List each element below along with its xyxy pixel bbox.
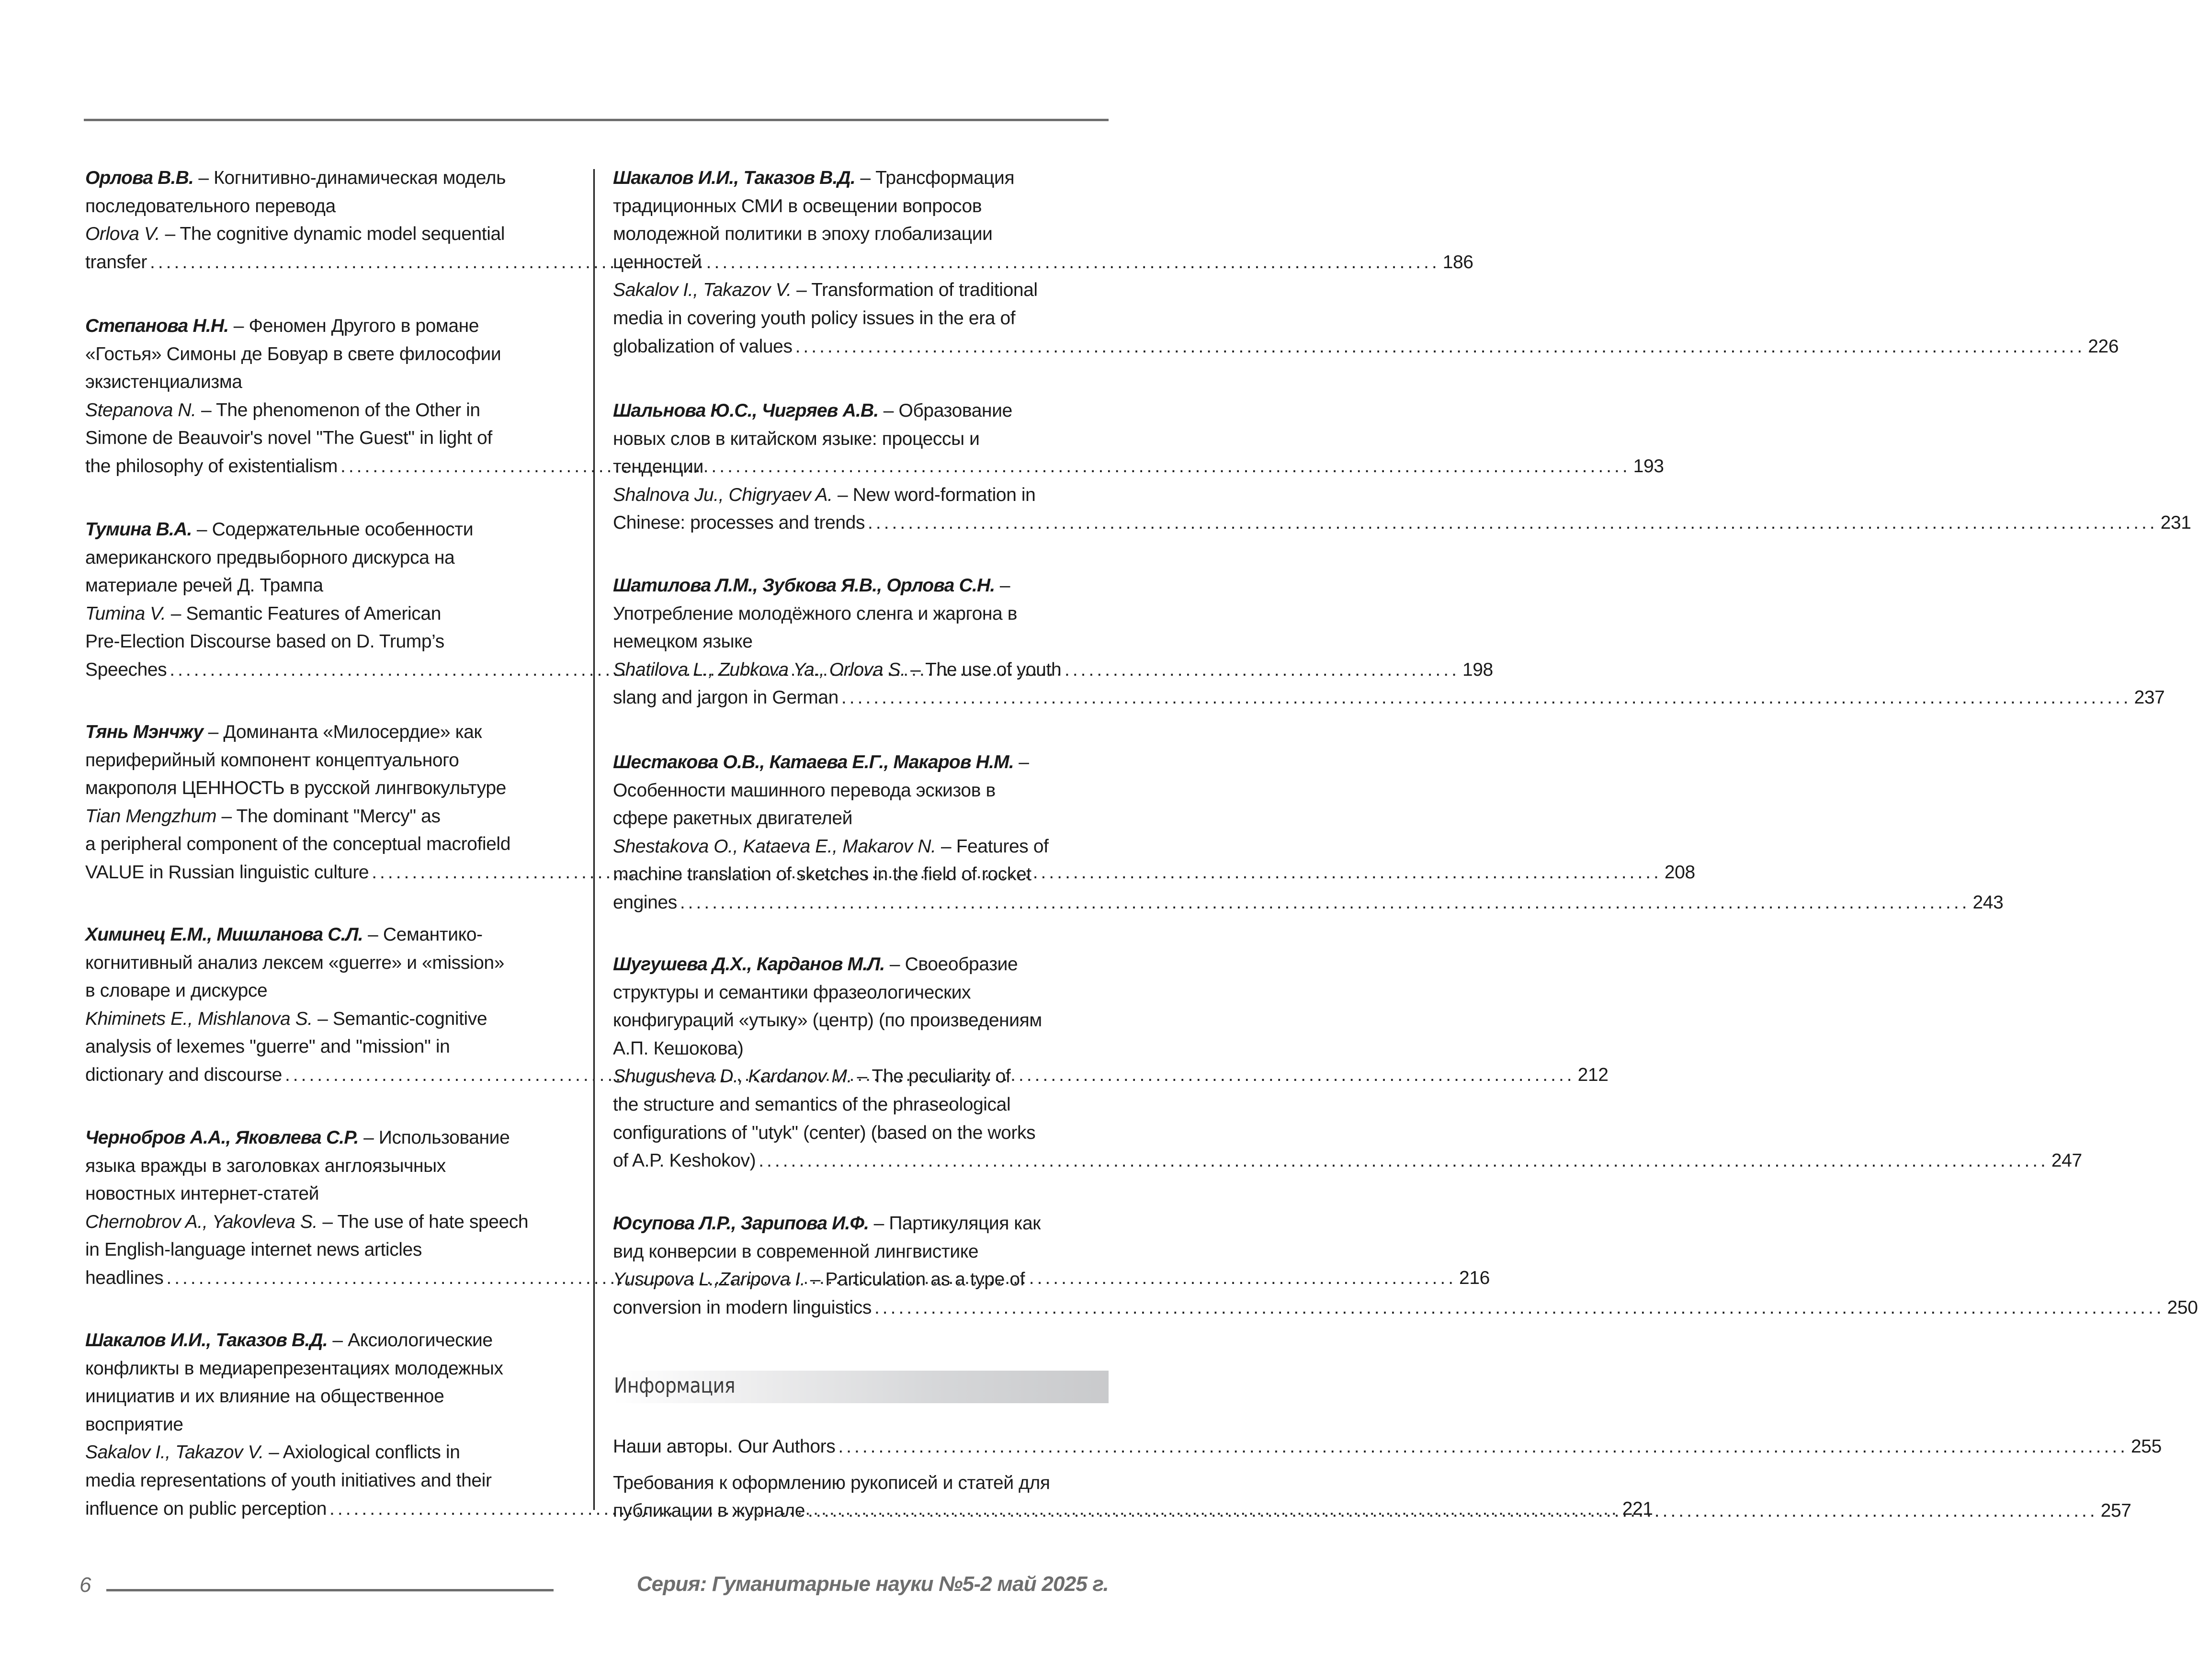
page-ref: 237 [2134, 687, 2165, 708]
entry-line [613, 628, 1109, 656]
entry-title-end: headlines [85, 1267, 164, 1288]
entry-line [85, 628, 580, 656]
entry-line [85, 600, 580, 628]
title-en: – Particulation as a type of [805, 1269, 1025, 1290]
entry-title-end: the philosophy of existentialism [85, 455, 338, 477]
title-ru: – Использование [358, 1127, 510, 1148]
title-ru: новых слов в китайском языке: процессы и [613, 428, 980, 449]
entry-line [85, 1411, 580, 1439]
dot-leader [868, 512, 2158, 533]
entry-line [613, 656, 1109, 684]
entry-line [85, 341, 580, 369]
title-en: – The peculiarity of [852, 1066, 1011, 1087]
authors-en: Khiminets E., Mishlanova S. [85, 1008, 313, 1029]
authors-en: Shestakova O., Kataeva E., Makarov N. [613, 836, 936, 857]
dot-leader [759, 1150, 2049, 1171]
toc-link-line[interactable] [613, 1147, 2082, 1175]
title-en: – The cognitive dynamic model sequential [160, 224, 505, 245]
entry-line [613, 1266, 1109, 1294]
entry-line [613, 249, 1109, 277]
entry-line [85, 368, 580, 397]
entry-title-end: transfer [85, 251, 147, 272]
authors-en: Shatilova L., Zubkova Ya., Orlova S. [613, 659, 906, 680]
page-ref: 255 [2131, 1436, 2162, 1457]
entry-line [85, 424, 580, 453]
entry-line [613, 805, 1109, 833]
authors-ru: Шатилова Л.М., Зубкова Я.В., Орлова С.Н. [613, 575, 995, 596]
entry-line [85, 1033, 580, 1061]
entry-line [613, 1210, 1109, 1238]
authors-ru: Шальнова Ю.С., Чигряев А.В. [613, 400, 879, 421]
info-section-header [613, 1371, 1109, 1403]
toc-link-line[interactable] [613, 509, 2191, 537]
entry-line [613, 749, 1109, 777]
page-ref: 221 [1622, 1498, 1653, 1519]
entry-line [85, 1236, 580, 1264]
page-ref: 216 [1459, 1267, 1490, 1288]
entry-line [613, 276, 1109, 305]
title-ru: молодежной политики в эпоху глобализации [613, 224, 993, 245]
page-ref: 247 [2051, 1150, 2082, 1171]
title-ru: периферийный компонент концептуального [85, 749, 459, 771]
title-ru: – Содержательные особенности [192, 519, 474, 540]
entry-line [613, 481, 1109, 510]
entry-line [613, 777, 1109, 805]
title-ru: языка вражды в заголовках англоязычных [85, 1155, 446, 1176]
title-ru: когнитивный анализ лексем «guerre» и «mission» [85, 952, 505, 973]
title-en: – Semantic-cognitive [312, 1008, 487, 1029]
authors-ru: Орлова В.В. [85, 168, 193, 188]
toc-link-line[interactable] [613, 333, 2119, 361]
info-section-title: Информация [614, 1374, 736, 1398]
entry-line [85, 747, 580, 775]
authors-en: Shalnova Ju., Chigryaev A. [613, 484, 833, 505]
title-en: – New word-formation in [832, 484, 1036, 505]
dot-leader [680, 892, 1970, 913]
entry-line [613, 193, 1109, 221]
title-ru: – Образование [878, 400, 1012, 421]
title-ru: – [995, 575, 1010, 596]
entry-title-end: Speeches [85, 659, 167, 680]
title-ru: инициатив и их влияние на общественное [85, 1386, 444, 1407]
authors-ru: Шакалов И.И., Таказов В.Д. [613, 168, 855, 188]
authors-ru: Чернобров А.А., Яковлева С.Р. [85, 1127, 359, 1148]
title-ru: – Трансформация [855, 168, 1015, 188]
title-en: – The phenomenon of the Other in [196, 399, 480, 420]
entry-line [613, 1238, 1109, 1266]
entry-line [613, 305, 1109, 333]
entry-line [85, 949, 580, 977]
authors-en: Tumina V. [85, 603, 166, 624]
series-title: Серия: Гуманитарные науки №5-2 май 2025 г. [636, 1572, 1109, 1596]
title-en: – Features of [936, 836, 1049, 857]
title-ru: – Аксиологические [327, 1330, 493, 1351]
title-en: in English-language internet news articles [85, 1239, 422, 1260]
entry-line [613, 572, 1109, 600]
entry-line [613, 453, 1109, 481]
title-ru: конфликты в медиарепрезентациях молодежных [85, 1358, 503, 1379]
page-ref: 250 [2167, 1297, 2198, 1318]
title-en: analysis of lexemes "guerre" and "mission" in [85, 1036, 450, 1057]
dot-leader [808, 1500, 2098, 1521]
title-ru: восприятие [85, 1414, 183, 1435]
entry-line [85, 1467, 580, 1495]
entry-line [85, 921, 580, 949]
title-en: – Transformation of traditional [791, 280, 1038, 301]
entry-line [613, 951, 1109, 979]
page-ref: 212 [1577, 1064, 1609, 1085]
authors-ru: Шакалов И.И., Таказов В.Д. [85, 1330, 328, 1351]
authors-en: Sakalov I., Takazov V. [85, 1442, 264, 1463]
entry-line [85, 1208, 580, 1237]
toc-link-line[interactable] [613, 1294, 2198, 1322]
info-item[interactable] [613, 1433, 2162, 1461]
entry-line [613, 1063, 1109, 1091]
title-ru: немецком языке [613, 631, 753, 652]
authors-ru: Тянь Мэнчжу [85, 722, 204, 742]
authors-ru: Химинец Е.М., Мишланова С.Л. [85, 924, 363, 945]
title-en: – The use of hate speech [317, 1211, 529, 1232]
entry-title-end: engines [613, 892, 677, 913]
entry-line [613, 425, 1109, 454]
title-en: the structure and semantics of the phraseological [613, 1094, 1011, 1115]
title-ru: макрополя ЦЕННОСТЬ в русской лингвокультуре [85, 778, 506, 799]
title-ru: материале речей Д. Трампа [85, 575, 323, 596]
entry-line [613, 1007, 1109, 1035]
page-number: 6 [79, 1573, 91, 1597]
toc-link-line[interactable] [613, 1433, 2162, 1461]
entry-title-end: globalization of values [613, 336, 793, 357]
entry-line [85, 1124, 580, 1152]
title-ru: «Гостья» Симоны де Бовуар в свете философии [85, 343, 501, 364]
entry-line [85, 1439, 580, 1467]
title-ru: традиционных СМИ в освещении вопросов [613, 195, 982, 216]
entry-line [613, 164, 1109, 193]
dot-leader [841, 687, 2131, 708]
title-ru: – Партикуляция как [869, 1213, 1041, 1234]
entry-line [85, 397, 580, 425]
header-rule [84, 119, 1109, 121]
entry-line [613, 220, 1109, 249]
entry-title-end: Chinese: processes and trends [613, 512, 865, 534]
entry-line [85, 1355, 580, 1383]
entry-title-end: slang and jargon in German [613, 687, 838, 708]
entry-line [85, 774, 580, 803]
entry-line [85, 1383, 580, 1411]
entry-line [85, 220, 580, 249]
title-en: Pre-Election Discourse based on D. Trump’s [85, 631, 444, 652]
page-ref: 257 [2100, 1500, 2131, 1521]
entry-line [85, 830, 580, 859]
title-en: media representations of youth initiatives and their [85, 1470, 492, 1491]
entry-title-end: Наши авторы. Our Authors [613, 1436, 836, 1457]
authors-en: Shugusheva D., Kardanov M. [613, 1066, 852, 1087]
page-ref: 226 [2088, 336, 2119, 357]
authors-en: Chernobrov A., Yakovleva S. [85, 1211, 317, 1232]
entry-line [613, 861, 1109, 889]
column-divider [593, 169, 595, 1510]
title-en: – The dominant "Mercy" as [216, 806, 441, 827]
dot-leader [874, 1297, 2164, 1318]
entry-line [613, 1035, 1109, 1063]
authors-ru: Шестакова О.В., Катаева Е.Г., Макаров Н.М. [613, 752, 1014, 772]
title-ru: – Своеобразие [884, 954, 1018, 975]
title-en: – Semantic Features of American [166, 603, 441, 624]
title-ru: Особенности машинного перевода эскизов в [613, 780, 996, 801]
authors-ru: Степанова Н.Н. [85, 316, 229, 336]
title-ru: ценностей [613, 251, 702, 272]
title-en: configurations of "utyk" (center) (based on the works [613, 1122, 1036, 1143]
entry-line [613, 979, 1109, 1007]
title-ru: – Семантико- [363, 924, 483, 945]
title-ru: сфере ракетных двигателей [613, 808, 853, 829]
title-ru: конфигураций «утыку» (центр) (по произведениям [613, 1010, 1042, 1031]
toc-link-line[interactable] [613, 684, 2165, 712]
dot-leader [838, 1436, 2128, 1457]
entry-line [85, 1180, 580, 1208]
page-ref: 193 [1633, 455, 1664, 477]
entry-title-end: conversion in modern linguistics [613, 1297, 872, 1318]
title-en: machine translation of sketches in the field of rocket [613, 864, 1031, 885]
title-ru: А.П. Кешокова) [613, 1038, 744, 1059]
authors-en: Stepanova N. [85, 399, 196, 420]
entry-line [613, 397, 1109, 425]
entry-line [85, 193, 580, 221]
page-ref: 231 [2160, 512, 2191, 534]
entry-line [85, 803, 580, 831]
title-ru: тенденции [613, 456, 703, 477]
entry-title-end: публикации в журнале [613, 1500, 805, 1521]
entry-line [85, 977, 580, 1005]
entry-line [85, 718, 580, 747]
entry-line [85, 572, 580, 600]
authors-ru: Тумина В.А. [85, 519, 192, 540]
page-ref: 186 [1442, 251, 1473, 272]
title-ru: – Доминанта «Милосердие» как [203, 722, 482, 742]
title-ru: – Феномен Другого в романе [228, 316, 479, 336]
authors-en: Sakalov I., Takazov V. [613, 280, 792, 301]
title-en: a peripheral component of the conceptual macrofield [85, 834, 510, 855]
title-ru: новостных интернет-статей [85, 1183, 319, 1204]
entry-line [85, 1327, 580, 1355]
dot-leader [795, 336, 2085, 357]
footer-rule [106, 1589, 554, 1591]
page-ref: 198 [1462, 659, 1493, 680]
entry-line [85, 1005, 580, 1033]
entry-line [85, 164, 580, 193]
entry-line [85, 544, 580, 572]
entry-line [85, 516, 580, 544]
authors-en: Tian Mengzhum [85, 806, 217, 827]
title-ru: в словаре и дискурсе [85, 980, 268, 1001]
entry-line [613, 1091, 1109, 1119]
title-ru: последовательного перевода [85, 195, 336, 216]
title-ru: экзистенциализма [85, 372, 242, 393]
authors-en: Orlova V. [85, 224, 160, 245]
authors-ru: Шугушева Д.Х., Карданов М.Л. [613, 954, 885, 975]
entry-line [613, 1469, 1109, 1497]
title-en: Simone de Beauvoir's novel "The Guest" in light of [85, 428, 492, 449]
toc-link-line[interactable] [613, 889, 2004, 917]
entry-title-end: of A.P. Keshokov) [613, 1150, 756, 1171]
title-ru: американского предвыборного дискурса на [85, 547, 455, 568]
page-ref: 243 [1972, 892, 2004, 913]
page-ref: 208 [1664, 862, 1695, 883]
entry-title-end: VALUE in Russian linguistic culture [85, 862, 369, 883]
entry-line [613, 833, 1109, 861]
title-en: media in covering youth policy issues in the era of [613, 307, 1016, 329]
title-ru: – Когнитивно-динамическая модель [193, 168, 506, 188]
authors-en: Yusupova L.,Zaripova I. [613, 1269, 805, 1290]
entry-title-end: dictionary and discourse [85, 1064, 282, 1085]
title-en: – The use of youth [905, 659, 1062, 680]
title-ru: – [1013, 752, 1029, 772]
info-title-text: Требования к оформлению рукописей и статей для [613, 1473, 1050, 1493]
title-ru: вид конверсии в современной лингвистике [613, 1241, 979, 1262]
title-ru: Употребление молодёжного сленга и жаргона в [613, 603, 1018, 624]
entry-title-end: influence on public perception [85, 1498, 327, 1519]
entry-line [613, 600, 1109, 628]
title-en: – Axiological conflicts in [263, 1442, 460, 1463]
entry-line [85, 312, 580, 341]
entry-line [613, 1119, 1109, 1147]
title-ru: структуры и семантики фразеологических [613, 982, 971, 1003]
authors-ru: Юсупова Л.Р., Зарипова И.Ф. [613, 1213, 869, 1234]
entry-line [85, 1152, 580, 1181]
